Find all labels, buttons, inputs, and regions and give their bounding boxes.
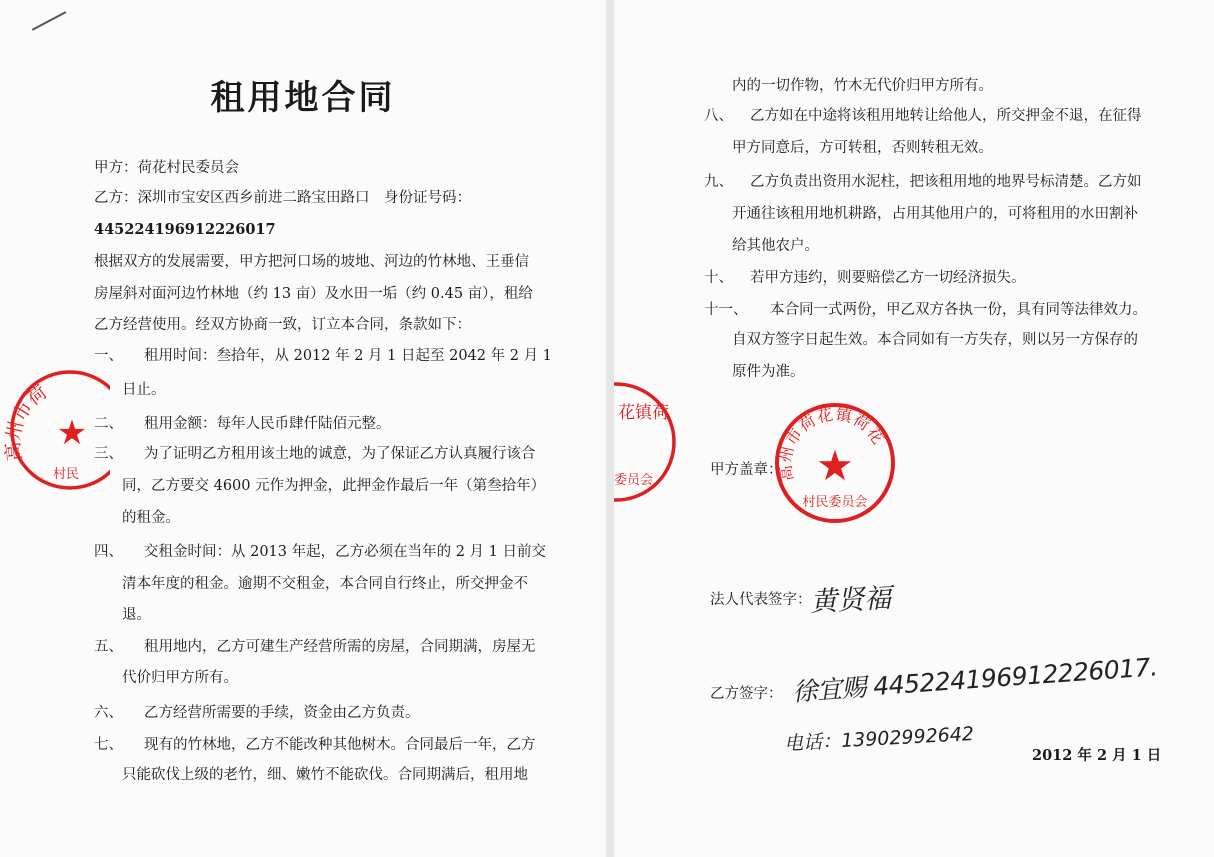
party-b-line: 乙方：深圳市宝安区西乡前进二路宝田路口 身份证号码： <box>94 190 471 206</box>
clause-8 <box>704 106 1142 126</box>
clause-text: 只能砍伐上级的老竹，细、嫩竹不能砍伐。合同期满后，租用地 <box>122 767 528 783</box>
clause-number: 一、 <box>94 348 123 364</box>
clause-10 <box>704 268 1026 288</box>
clause-text: 乙方负责出资用水泥柱，把该租用地的地界号标清楚。乙方如 <box>750 174 1142 190</box>
intro-line: 房屋斜对面河边竹林地（约 13 亩）及水田一垢（约 0.45 亩），租给 <box>94 286 533 302</box>
clause-3 <box>94 444 536 464</box>
clause-text: 租用金额：每年人民币肆仟陆佰元整。 <box>144 416 391 432</box>
clause-number: 六、 <box>94 705 123 721</box>
id-number: 445224196912226017 <box>94 221 276 238</box>
party-b-signature: 徐宜赐 445224196912226017. <box>791 652 1159 707</box>
clause-text: 开通往该租用地机耕路，占用其他用户的，可将租用的水田割补 <box>732 206 1138 222</box>
contract-title: 租用地合同 <box>210 78 396 118</box>
phone-handwriting: 电话：13902992642 <box>783 723 975 755</box>
clause-number: 九、 <box>704 174 733 190</box>
clause-text: 若甲方违约，则要赔偿乙方一切经济损失。 <box>750 270 1026 286</box>
clause-text: 甲方同意后，方可转租，否则转租无效。 <box>732 140 993 156</box>
clause-text: 交租金时间：从 2013 年起，乙方必须在当年的 2 月 1 日前交 <box>144 544 547 560</box>
seal-text-top: 花镇荷 <box>618 403 669 423</box>
clause-2 <box>94 414 391 434</box>
continuation-line: 内的一切作物，竹木无代价归甲方所有。 <box>732 78 993 94</box>
clause-number: 四、 <box>94 544 123 560</box>
intro-line: 乙方经营使用。经双方协商一致，订立本合同，条款如下： <box>94 317 471 333</box>
clause-text: 原件为准。 <box>732 364 805 380</box>
clause-4 <box>94 542 546 562</box>
seal-label: 甲方盖章： <box>710 462 783 478</box>
clause-1 <box>94 346 552 366</box>
clause-5 <box>94 637 536 657</box>
clause-text: 租用地内，乙方可建生产经营所需的房屋，合同期满，房屋无 <box>144 639 536 655</box>
clause-number: 十一、 <box>704 302 748 318</box>
contract-page-right <box>614 0 1214 857</box>
partial-seal-right-page <box>614 380 684 510</box>
star-icon: ★ <box>56 413 88 453</box>
clause-number: 五、 <box>94 639 123 655</box>
page-gutter <box>606 0 614 857</box>
clause-text: 同，乙方要交 4600 元作为押金，此押金作最后一年（第叁拾年） <box>122 478 546 494</box>
clause-9 <box>704 172 1142 192</box>
clause-text: 的租金。 <box>122 510 180 526</box>
clause-number: 七、 <box>94 737 123 753</box>
clause-number: 八、 <box>704 108 733 124</box>
intro-line: 根据双方的发展需要，甲方把河口场的坡地、河边的竹林地、王垂信 <box>94 254 529 270</box>
seal-text-bottom: 村民委员会 <box>802 495 868 510</box>
partial-seal-left <box>0 360 110 500</box>
clause-text: 本合同一式两份，甲乙双方各执一份，具有同等法律效力。 <box>770 302 1147 318</box>
clause-text: 乙方如在中途将该租用地转让给他人，所交押金不退，在征得 <box>750 108 1142 124</box>
party-a-line: 甲方：荷花村民委员会 <box>94 160 239 176</box>
contract-date: 2012 年 2 月 1 日 <box>1032 747 1162 764</box>
star-icon: ★ <box>816 441 854 490</box>
legal-rep-signature: 黄贤福 <box>809 582 892 619</box>
clause-6 <box>94 703 420 723</box>
clause-number: 十、 <box>704 270 733 286</box>
seal-text-bottom: 委员会 <box>614 473 654 488</box>
clause-text: 日止。 <box>122 382 166 398</box>
party-b-sign-label: 乙方签字： <box>710 686 783 702</box>
clause-7 <box>94 735 536 755</box>
clause-text: 乙方经营所需要的手续，资金由乙方负责。 <box>144 705 420 721</box>
clause-text: 自双方签字日起生效。本合同如有一方失存，则以另一方保存的 <box>732 332 1138 348</box>
seal-text-top: 高州市荷 <box>1 381 52 463</box>
scan-mark <box>32 11 66 31</box>
seal-text-top: 高州市荷花镇荷花 <box>775 404 889 483</box>
clause-text: 现有的竹林地，乙方不能改种其他树木。合同最后一年，乙方 <box>144 737 536 753</box>
clause-text: 为了证明乙方租用该土地的诚意，为了保证乙方认真履行该合 <box>144 446 536 462</box>
clause-number: 三、 <box>94 446 123 462</box>
clause-text: 租用时间：叁拾年，从 2012 年 2 月 1 日起至 2042 年 2 月 1 <box>144 348 552 364</box>
clause-text: 给其他农户。 <box>732 238 819 254</box>
seal-text-bottom: 村民 <box>52 467 80 482</box>
clause-11 <box>704 300 1147 320</box>
clause-text: 代价归甲方所有。 <box>122 670 238 686</box>
clause-text: 退。 <box>122 607 151 623</box>
legal-rep-label: 法人代表签字： <box>710 592 812 608</box>
village-committee-seal <box>774 402 896 524</box>
clause-number: 二、 <box>94 416 123 432</box>
clause-text: 清本年度的租金。逾期不交租金，本合同自行终止，所交押金不 <box>122 576 528 592</box>
